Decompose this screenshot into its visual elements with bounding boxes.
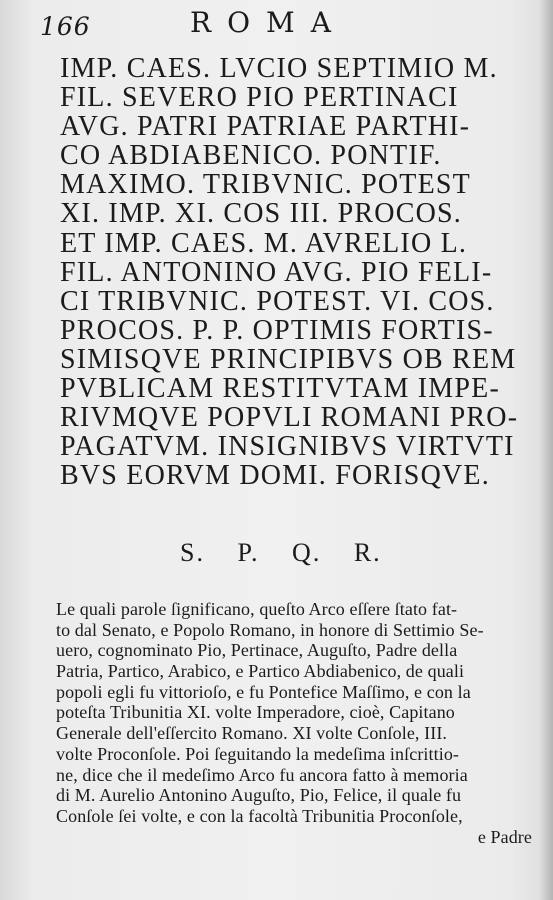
inscription-line: PROCOS. P. P. OPTIMIS FORTIS- [60,314,494,346]
inscription-line: CI TRIBVNIC. POTEST. VI. COS. [60,285,495,317]
inscription-line: SIMISQVE PRINCIPIBVS OB REM [60,343,517,375]
commentary-line: poteſta Tribunitia XI. volte Imperadore, cioè, Capitano [56,702,455,723]
running-title: ROMA [190,6,347,39]
inscription-line: BVS EORVM DOMI. FORISQVE. [60,460,490,492]
inscription-line: ET IMP. CAES. M. AVRELIO L. [60,227,468,259]
inscription-line: FIL. SEVERO PIO PERTINACI [60,82,459,114]
inscription-line: FIL. ANTONINO AVG. PIO FELI- [60,256,493,288]
commentary-line: uero, cognominato Pio, Pertinace, Auguſto, Padre della [56,640,458,661]
inscription-line: CO ABDIABENICO. PONTIF. [60,140,442,172]
inscription-line: AVG. PATRI PATRIAE PARTHI- [60,111,471,143]
page-header [0,2,553,46]
spqr-heading: S. P. Q. R. [180,538,382,567]
catchword: e Padre [477,826,532,847]
latin-inscription [60,54,550,490]
commentary-line: to dal Senato, e Popolo Romano, in honore di Settimio Se- [56,619,484,640]
inscription-line: MAXIMO. TRIBVNIC. POTEST [60,169,471,201]
commentary-line: popoli egli fu vittorioſo, e fu Pontefice Maſſimo, e con la [56,681,471,702]
inscription-line: IMP. CAES. LVCIO SEPTIMIO M. [60,53,498,84]
commentary-line: volte Proconſole. Poi ſeguitando la medeſima inſcrittio- [56,743,460,764]
commentary-line: Le quali parole ſignificano, queſto Arco eſſere ſtato fat- [56,599,458,619]
inscription-line: XI. IMP. XI. COS III. PROCOS. [60,198,462,230]
inscription-line: RIVMQVE POPVLI ROMANI PRO- [60,402,519,434]
commentary-line: Conſole ſei volte, e con la facoltà Tribunitia Proconſole, [56,805,463,826]
commentary-line: ne, dice che il medeſimo Arco fu ancora fatto à memoria [56,764,468,785]
inscription-line: PVBLICAM RESTITVTAM IMPE- [60,373,500,405]
commentary-line: Generale dell'eſſercito Romano. XI volte Conſole, III. [56,723,448,744]
inscription-line: PAGATVM. INSIGNIBVS VIRTVTI [60,431,515,463]
commentary-line: di M. Aurelio Antonino Auguſto, Pio, Felice, il quale fu [56,785,462,806]
commentary-paragraph [56,599,546,847]
page-number: 166 [40,12,91,41]
commentary-line: Patria, Partico, Arabico, e Partico Abdiabenico, de quali [56,661,465,682]
